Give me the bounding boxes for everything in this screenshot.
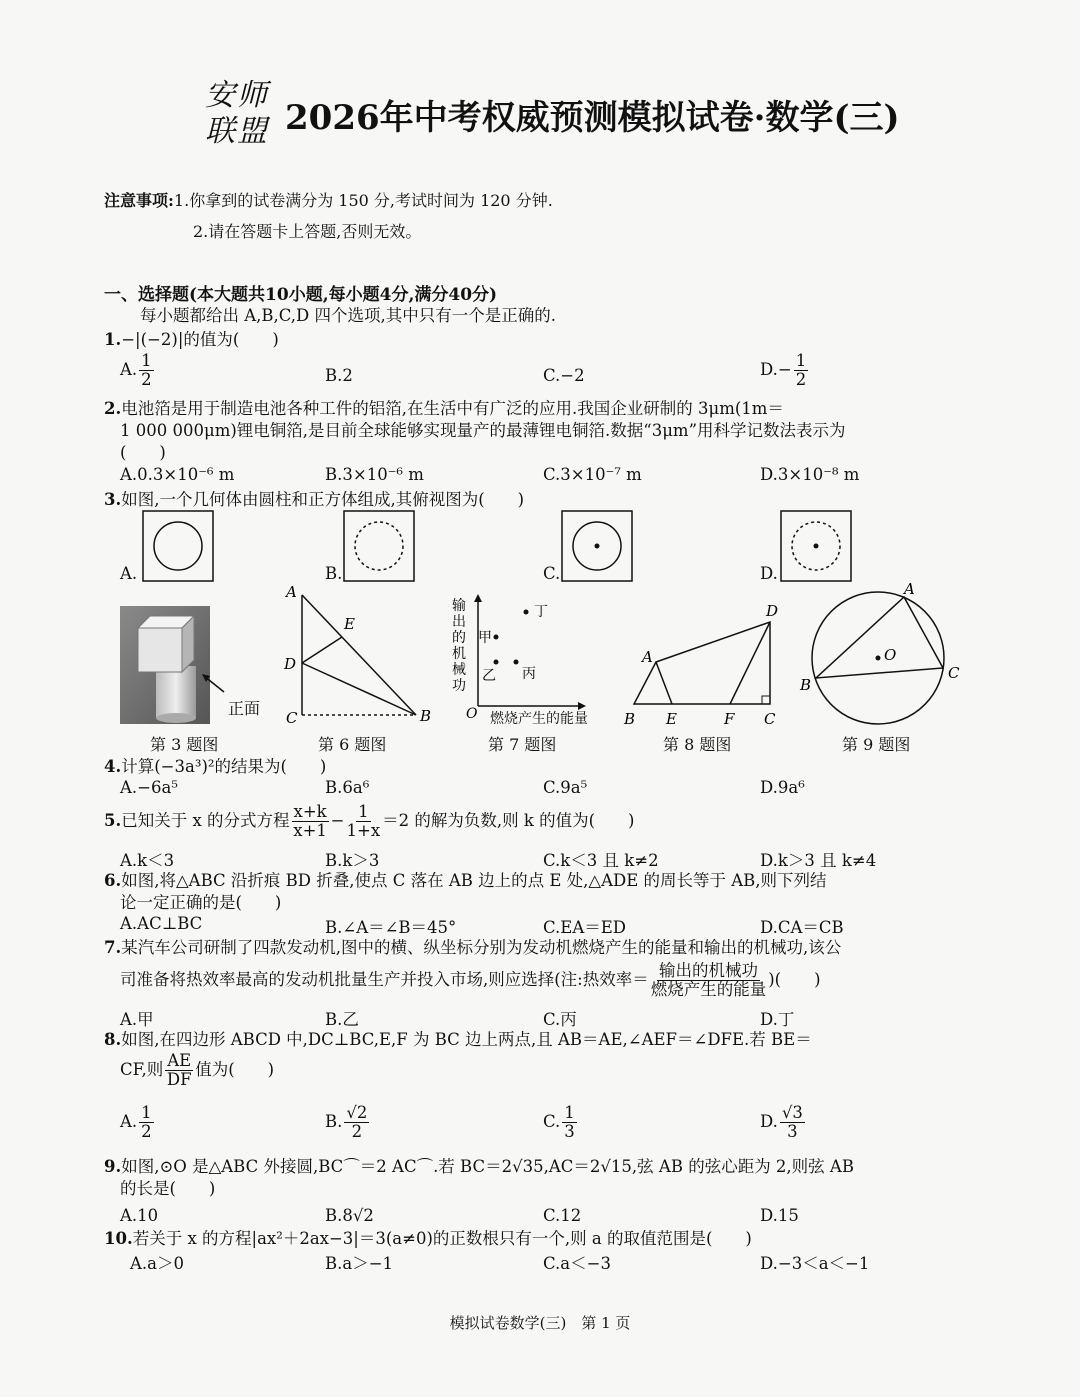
fig7-label-jia: 甲	[478, 630, 492, 646]
fig8-label-F: F	[724, 710, 735, 728]
q3-option-a-figure	[142, 510, 214, 582]
fig8-label-C: C	[764, 710, 776, 728]
q10-option-d[interactable]: D.−3＜a＜−1	[760, 1254, 870, 1273]
question-2-line-1	[104, 398, 784, 420]
q8-text-1: 如图,在四边形 ABCD 中,DC⊥BC,E,F 为 BC 边上两点,且 AB＝AE,∠AEF＝∠DFE.若 BE＝	[121, 1030, 812, 1049]
q2-text-1: 电池箔是用于制造电池各种工件的铝箔,在生活中有广泛的应用.我国企业研制的 3μm(1m＝	[121, 399, 784, 418]
logo-line-2: 联盟	[205, 114, 269, 149]
q8-option-b[interactable]	[325, 1104, 371, 1141]
q2-option-c[interactable]: C.3×10⁻⁷ m	[543, 465, 642, 484]
q7-text-2-pre: 司准备将热效率最高的发动机批量生产并投入市场,则应选择(注:热效率＝	[120, 970, 649, 989]
q9-option-c[interactable]: C.12	[543, 1206, 582, 1225]
q5-f2-den: 1+x	[346, 821, 381, 840]
q5-f2-num: 1	[358, 802, 369, 821]
q5-text-pre: 已知关于 x 的分式方程	[121, 811, 290, 830]
q7-number: 7.	[104, 938, 122, 957]
fig7-point-jia	[494, 635, 499, 640]
fig9-label-B: B	[800, 676, 812, 694]
q4-option-a[interactable]: A.−6a⁵	[120, 778, 178, 797]
fig7-ylabel-c3: 的	[452, 630, 466, 646]
fig7-label-ding: 丁	[534, 604, 548, 620]
q1-d-num: 1	[795, 351, 807, 370]
q3-text: 如图,一个几何体由圆柱和正方体组成,其俯视图为( )	[121, 490, 525, 509]
fig7-label-bing: 丙	[522, 666, 536, 682]
q8-option-c[interactable]	[543, 1104, 579, 1141]
q2-option-b[interactable]: B.3×10⁻⁶ m	[325, 465, 424, 484]
section-intro: 每小题都给出 A,B,C,D 四个选项,其中只有一个是正确的.	[140, 306, 557, 325]
page-footer: 模拟试卷数学(三) 第 1 页	[449, 1314, 631, 1332]
fig8-label-B: B	[624, 710, 636, 728]
notice-line-1	[104, 188, 553, 211]
q4-option-b[interactable]: B.6a⁶	[325, 778, 370, 797]
q10-option-a[interactable]: A.a＞0	[130, 1254, 184, 1273]
q5-fraction-1	[292, 803, 329, 840]
q9-text-1: 如图,⊙O 是△ABC 外接圆,BC⌒＝2 AC⌒.若 BC＝2√35,AC＝2√15,弦 AB 的弦心距为 2,则弦 AB	[121, 1157, 854, 1176]
question-10	[104, 1228, 752, 1250]
q8-c-label: C.	[543, 1112, 561, 1131]
fig8-label-A: A	[642, 648, 653, 666]
fig7-point-yi	[494, 660, 499, 665]
fig8-label-E: E	[666, 710, 677, 728]
fig6-label-A: A	[286, 583, 297, 601]
q3-option-d-figure	[780, 510, 852, 582]
q8-c-num: 1	[564, 1103, 575, 1122]
question-9-line-2: 的长是( )	[120, 1179, 216, 1198]
fig9-label-A: A	[904, 582, 915, 598]
q6-option-b[interactable]: B.∠A＝∠B＝45°	[325, 918, 457, 937]
q6-number: 6.	[104, 871, 122, 890]
notice-item-1: 1.你拿到的试卷满分为 150 分,考试时间为 120 分钟.	[173, 191, 553, 210]
q5-option-a[interactable]: A.k＜3	[120, 851, 175, 870]
logo-line-1: 安师	[205, 78, 269, 113]
q10-option-c[interactable]: C.a＜−3	[543, 1254, 611, 1273]
fig6-fold-BD	[302, 663, 416, 715]
q8-d-fraction	[780, 1104, 805, 1141]
question-7-line-2	[120, 962, 821, 999]
fig9-center	[876, 656, 881, 661]
q10-number: 10.	[104, 1229, 133, 1248]
fig7-ylabel-c2: 出	[452, 614, 466, 630]
fig3-front-label: 正面	[228, 699, 261, 718]
q3-option-b[interactable]: B.	[325, 564, 343, 583]
fig3-caption: 第 3 题图	[150, 735, 219, 754]
fig7-ylabel-c6: 功	[452, 678, 466, 694]
fig7-caption: 第 7 题图	[488, 735, 557, 754]
q1-a-label: A.	[120, 360, 138, 379]
q1-option-a[interactable]	[120, 352, 156, 389]
q1-option-d[interactable]	[760, 352, 810, 389]
q8-text-2-post: 值为( )	[195, 1060, 275, 1079]
fig7-ylabel	[452, 598, 466, 694]
q7-option-d[interactable]: D.丁	[760, 1010, 795, 1029]
fig9-label-O: O	[884, 646, 897, 664]
fig7-point-ding	[524, 610, 529, 615]
fig7-y-arrow	[474, 594, 482, 602]
q8-c-fraction	[562, 1104, 577, 1141]
q6-option-c[interactable]: C.EA＝ED	[543, 918, 627, 937]
q9-option-b[interactable]: B.8√2	[325, 1206, 374, 1225]
fig9-label-C: C	[948, 664, 960, 682]
fig6-label-D: D	[284, 655, 297, 673]
fig7-point-bing	[514, 660, 519, 665]
q1-option-c[interactable]: C.−2	[543, 366, 585, 385]
q1-a-fraction	[139, 352, 154, 389]
q1-option-b[interactable]: B.2	[325, 366, 353, 385]
q4-text: 计算(−3a³)²的结果为( )	[121, 757, 327, 776]
q7-option-a[interactable]: A.甲	[120, 1010, 154, 1029]
fig8-label-D: D	[766, 602, 779, 620]
q8-d-num: √3	[781, 1103, 803, 1122]
q8-text-2-pre: CF,则	[120, 1060, 164, 1079]
q8-option-a[interactable]	[120, 1104, 156, 1141]
q8-a-fraction	[139, 1104, 154, 1141]
q9-number: 9.	[104, 1157, 122, 1176]
q7-option-b[interactable]: B.乙	[325, 1010, 359, 1029]
q7-option-c[interactable]: C.丙	[543, 1010, 577, 1029]
q1-d-fraction	[794, 352, 809, 389]
q8-option-d[interactable]	[760, 1104, 807, 1141]
q5-fraction-2	[347, 803, 381, 840]
q3-option-c[interactable]: C.	[543, 564, 561, 583]
q7-f-num: 输出的机械功	[659, 961, 758, 980]
q8-a-den: 2	[141, 1122, 152, 1141]
q8-f-den: DF	[166, 1070, 192, 1089]
question-3	[104, 489, 524, 511]
q8-a-num: 1	[141, 1103, 152, 1122]
question-6-line-2: 论一定正确的是( )	[120, 893, 282, 912]
question-7-line-1	[104, 937, 841, 959]
q3-option-c-figure	[561, 510, 633, 582]
q7-f-den: 燃烧产生的能量	[650, 980, 767, 999]
q2-option-d[interactable]: D.3×10⁻⁸ m	[760, 465, 860, 484]
q8-b-den: 2	[351, 1122, 363, 1141]
q3-option-b-figure	[343, 510, 415, 582]
page-title: 2026年中考权威预测模拟试卷·数学(三)	[285, 98, 900, 138]
fig9-circle	[796, 582, 966, 730]
q7-text-2-post: )( )	[768, 970, 821, 989]
q8-number: 8.	[104, 1030, 122, 1049]
question-4	[104, 756, 326, 778]
q1-d-label: D.−	[760, 360, 792, 379]
q5-minus: −	[330, 811, 345, 830]
notice-item-2: 2.请在答题卡上答题,否则无效。	[193, 222, 422, 241]
fig9-triangle-ABC	[816, 597, 943, 678]
q5-option-b[interactable]: B.k＞3	[325, 851, 380, 870]
fig7-label-yi: 乙	[482, 668, 496, 684]
q8-b-num: √2	[346, 1103, 368, 1122]
q6-option-a[interactable]: A.AC⊥BC	[120, 914, 203, 933]
q1-d-den: 2	[795, 370, 807, 389]
q10-text: 若关于 x 的方程|ax²＋2ax−3|＝3(a≠0)的正数根只有一个,则 a 的取值范围是( )	[132, 1229, 752, 1248]
fig6-caption: 第 6 题图	[318, 735, 387, 754]
fig6-label-B: B	[420, 707, 432, 725]
fig7-xlabel: 燃烧产生的能量	[490, 711, 588, 727]
q1-text: −|(−2)|的值为( )	[121, 330, 279, 349]
q9-option-d[interactable]: D.15	[760, 1206, 799, 1225]
q1-a-den: 2	[141, 370, 152, 389]
fig8-right-angle	[762, 696, 770, 704]
q8-d-den: 3	[787, 1122, 798, 1141]
q10-option-b[interactable]: B.a＞−1	[325, 1254, 394, 1273]
q5-f1-den: x+1	[293, 821, 327, 840]
fig7-ylabel-c1: 输	[452, 598, 466, 614]
question-6-line-1	[104, 870, 827, 892]
question-8-line-2	[120, 1052, 274, 1089]
notice-label: 注意事项:	[104, 191, 174, 210]
q2-number: 2.	[104, 399, 122, 418]
question-5	[104, 803, 635, 840]
q8-b-label: B.	[325, 1112, 343, 1131]
fig7-ylabel-c5: 械	[452, 662, 466, 678]
fig8-segment-AE	[656, 662, 672, 704]
q6-option-d[interactable]: D.CA＝CB	[760, 918, 844, 937]
q7-efficiency-fraction	[651, 962, 767, 999]
q6-text-1: 如图,将△ABC 沿折痕 BD 折叠,使点 C 落在 AB 边上的点 E 处,△ADE 的周长等于 AB,则下列结	[121, 871, 827, 890]
question-2-line-2: 1 000 000μm)锂电铜箔,是目前全球能够实现量产的最薄锂电铜箔.数据“3μm”用科学记数法表示为	[120, 421, 846, 440]
question-1	[104, 329, 279, 351]
question-2-line-3: ( )	[120, 443, 166, 462]
fig6-label-C: C	[286, 709, 298, 727]
publisher-logo	[205, 78, 277, 150]
q5-option-d[interactable]: D.k＞3 且 k≠4	[760, 851, 877, 870]
section-title: 一、选择题(本大题共10小题,每小题4分,满分40分)	[104, 285, 498, 305]
fig6-segment-DE	[302, 637, 342, 663]
q2-option-a[interactable]: A.0.3×10⁻⁶ m	[120, 465, 235, 484]
q5-text-post: ＝2 的解为负数,则 k 的值为( )	[382, 811, 635, 830]
q8-f-num: AE	[167, 1051, 192, 1070]
q5-number: 5.	[104, 811, 122, 830]
fig6-label-E: E	[344, 615, 355, 633]
q3-option-a[interactable]: A.	[120, 564, 138, 583]
q3-option-d[interactable]: D.	[760, 564, 778, 583]
fig9-caption: 第 9 题图	[842, 735, 911, 754]
q4-option-d[interactable]: D.9a⁶	[760, 778, 805, 797]
q3-number: 3.	[104, 490, 122, 509]
fig8-caption: 第 8 题图	[663, 735, 732, 754]
fig8-quadrilateral	[620, 598, 790, 730]
q8-c-den: 3	[564, 1122, 575, 1141]
fig6-side-AB	[302, 595, 416, 715]
q1-a-num: 1	[141, 351, 152, 370]
q8-ratio-fraction	[165, 1052, 193, 1089]
q4-option-c[interactable]: C.9a⁵	[543, 778, 588, 797]
question-8-line-1	[104, 1029, 812, 1051]
fig7-ylabel-c4: 机	[452, 646, 466, 662]
question-9-line-1	[104, 1156, 854, 1178]
q8-a-label: A.	[120, 1112, 138, 1131]
q5-option-c[interactable]: C.k＜3 且 k≠2	[543, 851, 659, 870]
q9-option-a[interactable]: A.10	[120, 1206, 159, 1225]
q1-number: 1.	[104, 330, 122, 349]
q8-d-label: D.	[760, 1112, 778, 1131]
fig7-origin: O	[466, 706, 478, 722]
q4-number: 4.	[104, 757, 122, 776]
fig6-triangle	[282, 583, 432, 728]
q8-b-fraction	[344, 1104, 369, 1141]
q5-f1-num: x+k	[293, 802, 327, 821]
q7-text-1: 某汽车公司研制了四款发动机,图中的横、纵坐标分别为发动机燃烧产生的能量和输出的机械功,该公	[121, 938, 842, 957]
